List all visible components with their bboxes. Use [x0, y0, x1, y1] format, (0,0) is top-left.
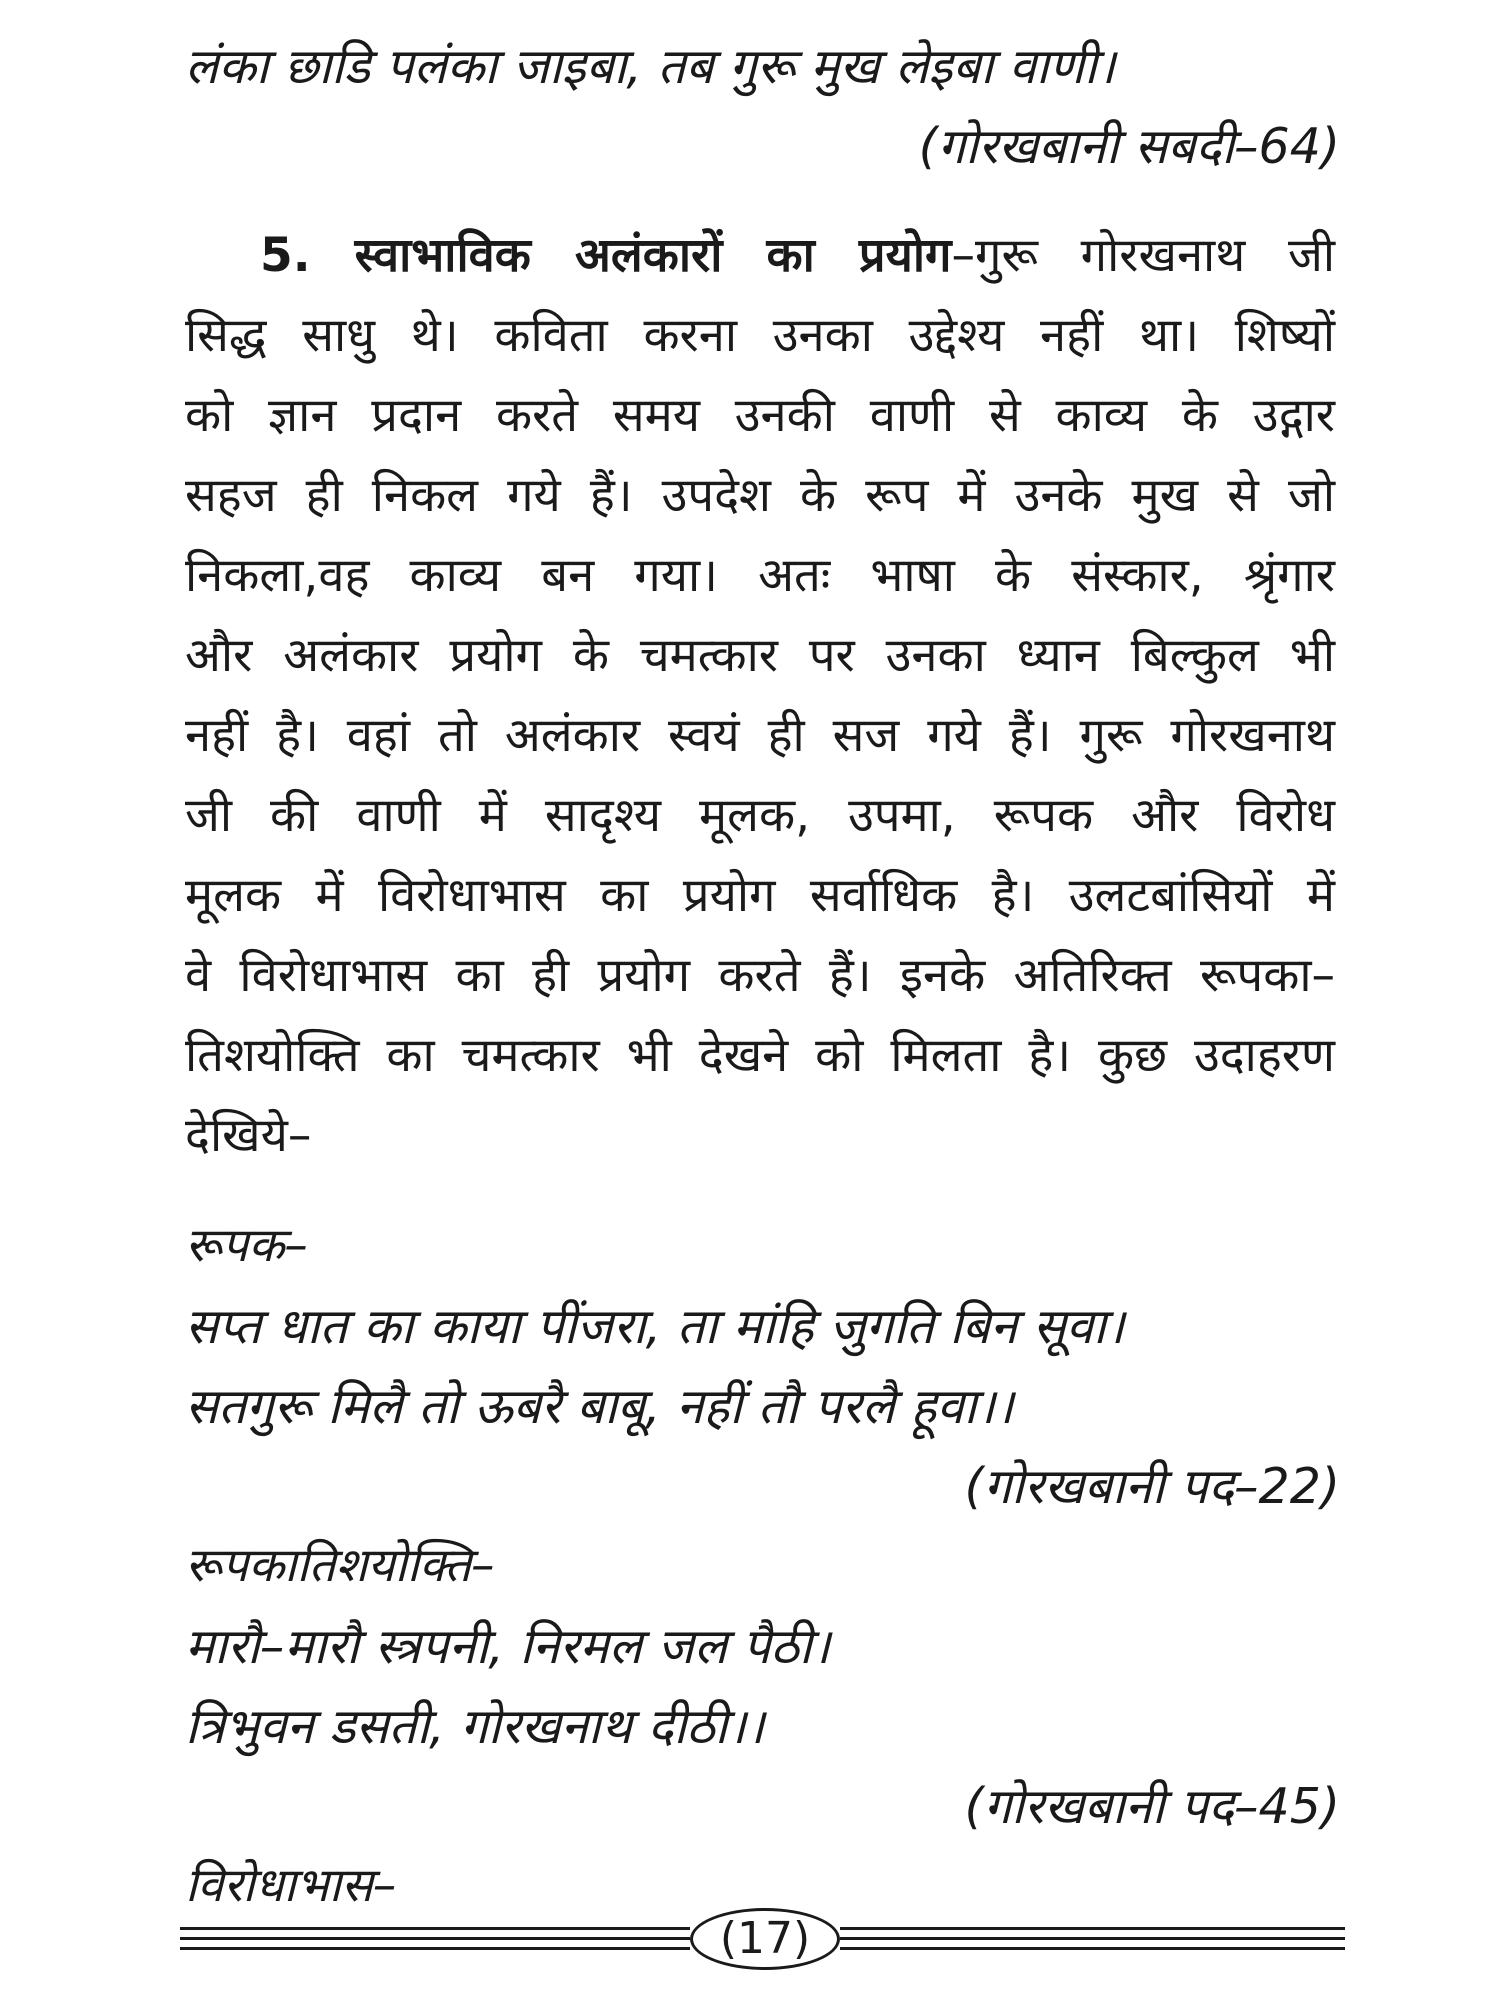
section-heading-line	[260, 228, 1335, 283]
footer-rule-left	[180, 1937, 690, 1940]
top-verse-citation: (गोरखबानी सबदी–64)	[918, 118, 1340, 175]
footer-rule-right	[840, 1937, 1345, 1940]
paragraph-line: सिद्ध साधु थे। कविता करना उनका उद्देश्य नहीं था। शिष्यों	[185, 308, 1335, 363]
rupak-citation: (गोरखबानी पद–22)	[964, 1458, 1340, 1515]
paragraph-line: मूलक में विरोधाभास का प्रयोग सर्वाधिक है। उलटबांसियों में	[185, 868, 1335, 923]
footer-rule-left	[180, 1927, 690, 1930]
paragraph-line: तिशयोक्ति का चमत्कार भी देखने को मिलता है। कुछ उदाहरण	[185, 1028, 1335, 1083]
rupak-label: रूपक–	[185, 1218, 308, 1273]
section-heading: 5. स्वाभाविक अलंकारों का प्रयोग	[260, 228, 952, 283]
paragraph-line: को ज्ञान प्रदान करते समय उनकी वाणी से काव्य के उद्गार	[185, 388, 1335, 443]
section-heading-tail: –गुरू गोरखनाथ जी	[951, 228, 1335, 283]
paragraph-line: निकला,वह काव्य बन गया। अतः भाषा के संस्कार, श्रृंगार	[185, 548, 1335, 603]
rupak-verse-2: सतगुरू मिलै तो ऊबरै बाबू, नहीं तौ परलै हूवा।।	[185, 1378, 1014, 1435]
paragraph-line: नहीं है। वहां तो अलंकार स्वयं ही सज गये हैं। गुरू गोरखनाथ	[185, 708, 1335, 763]
rupakatishayokti-verse-1: मारौ–मारौ स्त्रपनी, निरमल जल पैठी।	[185, 1618, 831, 1675]
rupakatishayokti-verse-2: त्रिभुवन डसती, गोरखनाथ दीठी।।	[185, 1698, 765, 1755]
virodhabhas-label: विरोधाभास–	[185, 1858, 397, 1913]
rupakatishayokti-label: रूपकातिशयोक्ति–	[185, 1538, 495, 1593]
page-number: (17)	[690, 1908, 840, 1970]
paragraph-line: वे विरोधाभास का ही प्रयोग करते हैं। इनके अतिरिक्त रूपका–	[185, 948, 1335, 1003]
rupakatishayokti-citation: (गोरखबानी पद–45)	[964, 1778, 1340, 1835]
top-verse-line: लंका छाडि पलंका जाइबा, तब गुरू मुख लेइबा वाणी।	[185, 38, 1116, 95]
footer-rule-left	[180, 1947, 690, 1950]
rupak-verse-1: सप्त धात का काया पींजरा, ता मांहि जुगति बिन सूवा।	[185, 1298, 1125, 1355]
paragraph-line: सहज ही निकल गये हैं। उपदेश के रूप में उनके मुख से जो	[185, 468, 1335, 523]
footer-rule-right	[840, 1947, 1345, 1950]
footer-rule-right	[840, 1927, 1345, 1930]
paragraph-line: देखिये–	[185, 1108, 312, 1163]
paragraph-line: जी की वाणी में सादृश्य मूलक, उपमा, रूपक और विरोध	[185, 788, 1335, 843]
paragraph-line: और अलंकार प्रयोग के चमत्कार पर उनका ध्यान बिल्कुल भी	[185, 628, 1335, 683]
